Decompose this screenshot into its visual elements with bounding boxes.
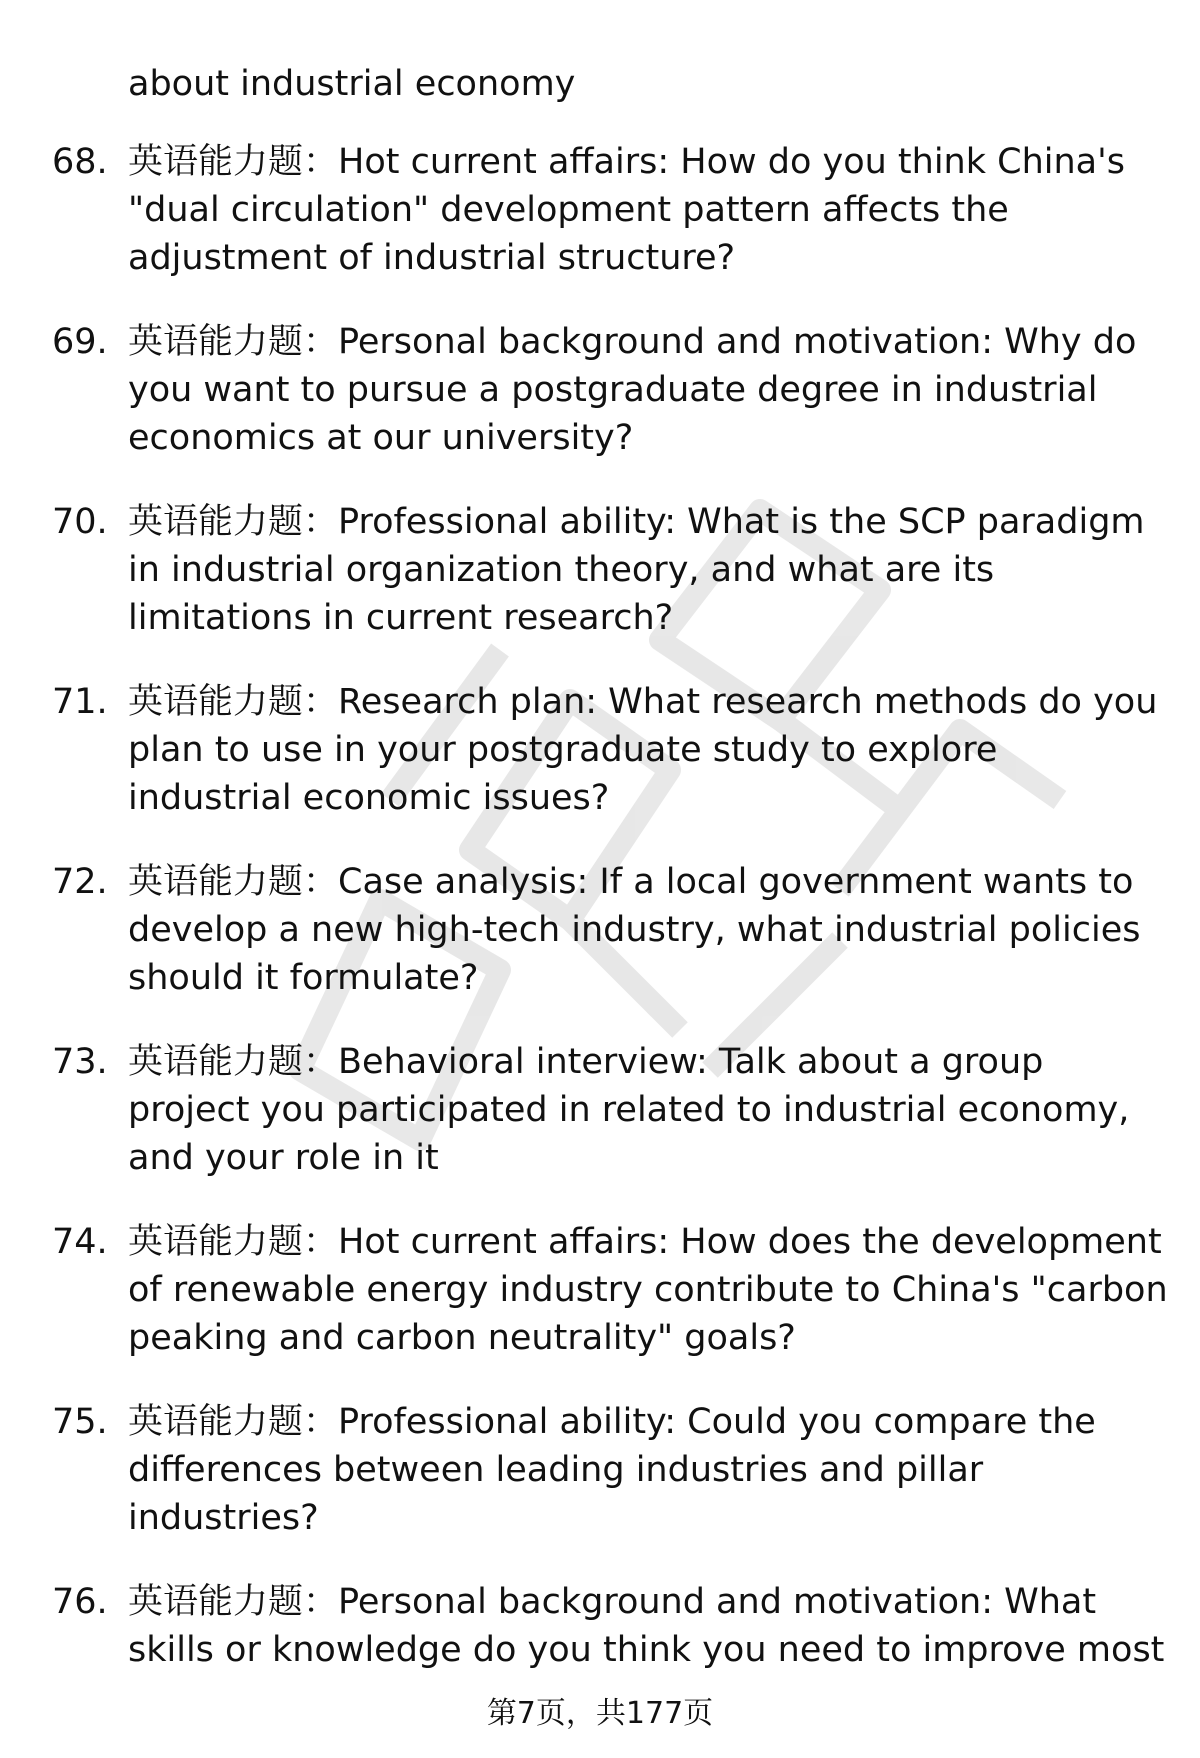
question-category-label: 英语能力题： [128,322,339,362]
question-category-label: 英语能力题： [128,682,339,722]
question-body: Behavioral interview: Talk about a group project you participated in related to industrial economy, and your role in it [128,1042,1130,1178]
question-number: 76. [52,1582,108,1622]
question-text [128,498,1168,642]
question-item [0,1218,1200,1398]
question-number: 69. [52,322,108,362]
continuation-text: about industrial economy [128,64,576,104]
question-number: 73. [52,1042,108,1082]
question-number: 70. [52,502,108,542]
question-text [128,1578,1168,1674]
question-text [128,1218,1168,1362]
question-item [0,1038,1200,1218]
question-number: 74. [52,1222,108,1262]
question-body: Hot current affairs: How do you think China's "dual circulation" development pattern affects the adjustment of industrial structure? [128,142,1125,278]
question-number: 75. [52,1402,108,1442]
question-number: 71. [52,682,108,722]
question-category-label: 英语能力题： [128,1402,339,1442]
question-text [128,858,1168,1002]
question-category-label: 英语能力题： [128,1222,339,1262]
question-number: 72. [52,862,108,902]
question-item [0,1398,1200,1578]
question-body: Hot current affairs: How does the development of renewable energy industry contribute to China's "carbon peaking and carbon neutrality" goals? [128,1222,1168,1358]
question-text [128,318,1168,462]
question-category-label: 英语能力题： [128,502,339,542]
question-category-label: 英语能力题： [128,1042,339,1082]
question-number: 68. [52,142,108,182]
question-text [128,138,1168,282]
question-body: Case analysis: If a local government wants to develop a new high-tech industry, what industrial policies should it formulate? [128,862,1141,998]
question-text [128,1038,1168,1182]
question-item [0,858,1200,1038]
question-text [128,678,1168,822]
question-category-label: 英语能力题： [128,142,339,182]
question-body: Personal background and motivation: What skills or knowledge do you think you need to improve most [128,1582,1165,1670]
question-category-label: 英语能力题： [128,862,339,902]
question-item [0,498,1200,678]
question-item [0,678,1200,858]
question-body: Personal background and motivation: Why do you want to pursue a postgraduate degree in industrial economics at our university? [128,322,1137,458]
question-item [0,138,1200,318]
question-body: Professional ability: Could you compare the differences between leading industries and pillar industries? [128,1402,1096,1538]
question-category-label: 英语能力题： [128,1582,339,1622]
question-body: Professional ability: What is the SCP paradigm in industrial organization theory, and what are its limitations in current research? [128,502,1145,638]
question-text [128,1398,1168,1542]
question-list [0,138,1200,1758]
question-body: Research plan: What research methods do you plan to use in your postgraduate study to explore industrial economic issues? [128,682,1158,818]
question-item [0,318,1200,498]
page-footer: 第7页，共177页 [486,1696,714,1731]
